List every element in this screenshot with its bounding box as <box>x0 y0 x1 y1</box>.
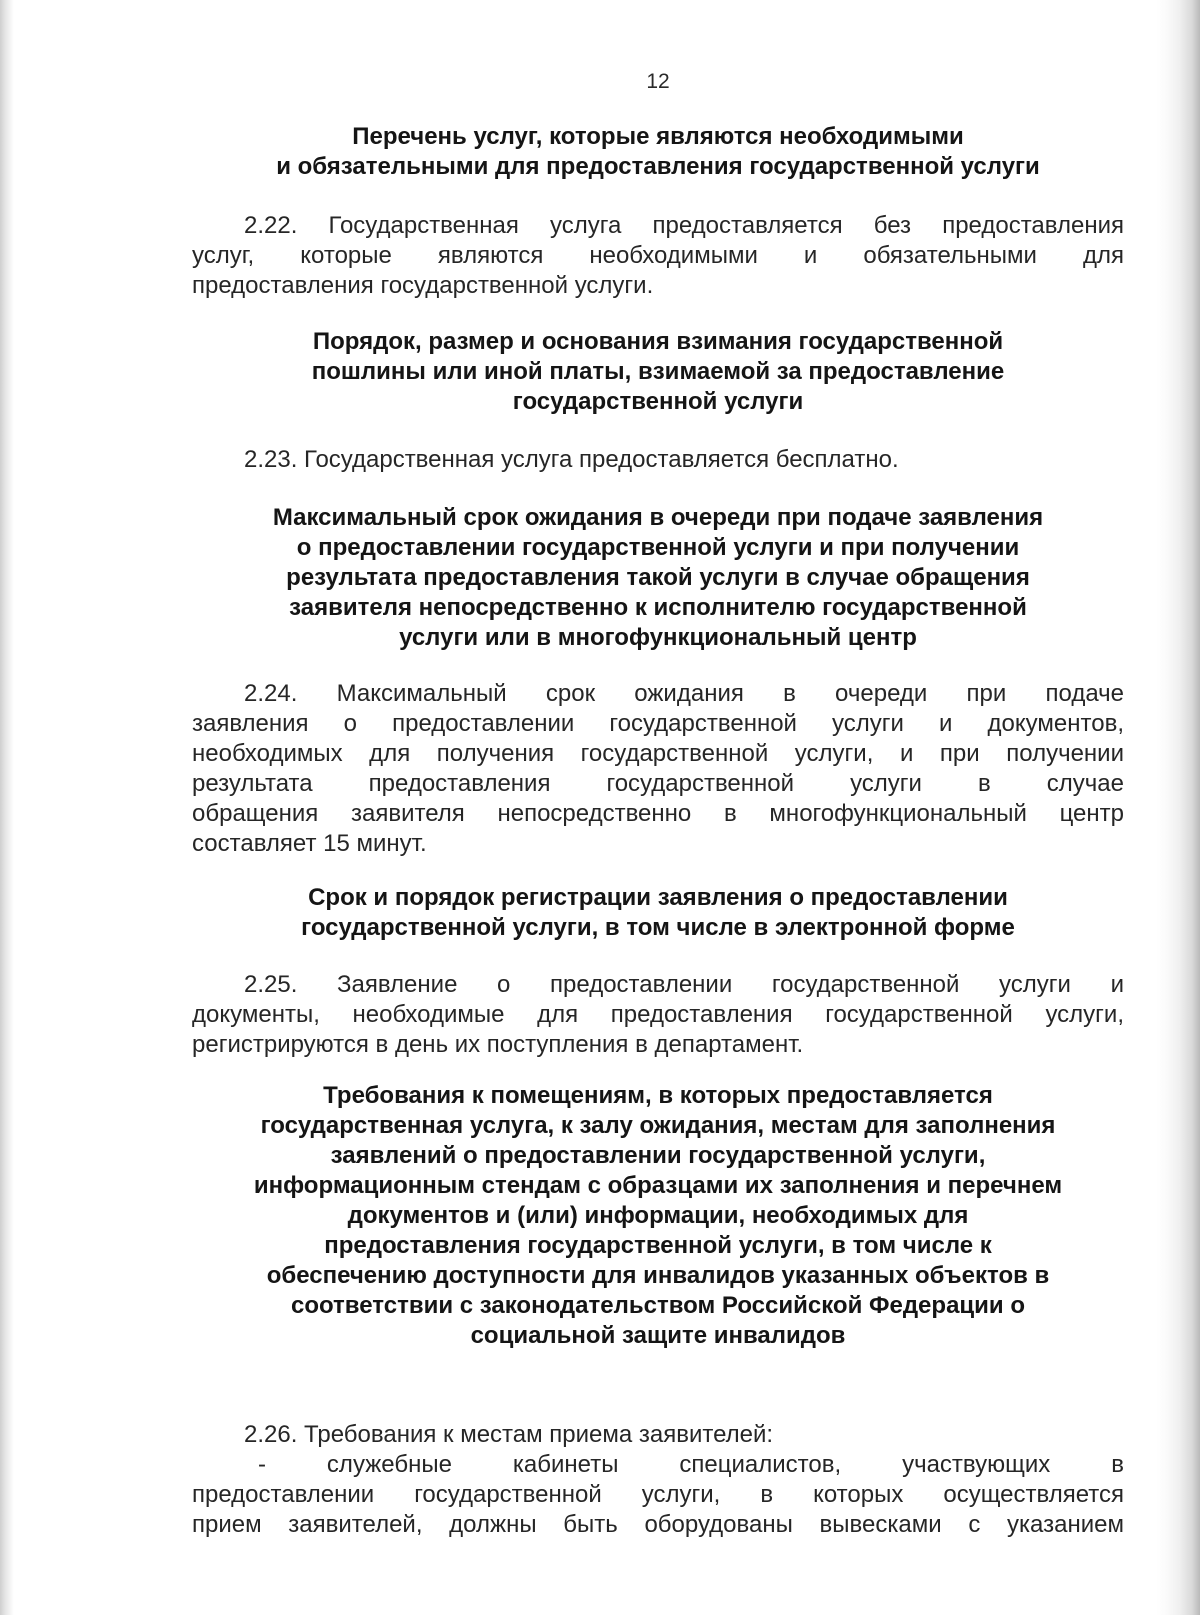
paragraph-2-26 <box>192 1420 1124 1540</box>
paragraph-line: предоставлении государственной услуги, в которых осуществляется <box>192 1481 1124 1508</box>
paragraph-line: 2.23. Государственная услуга предоставляется бесплатно. <box>244 446 899 473</box>
paragraph-line: предоставления государственной услуги. <box>192 272 654 299</box>
paragraph-line: 2.25. Заявление о предоставлении государственной услуги и <box>244 971 1124 998</box>
paragraph-line: 2.22. Государственная услуга предоставляется без предоставления <box>244 212 1124 239</box>
heading-line: государственной услуги, в том числе в электронной форме <box>301 914 1015 941</box>
heading-line: предоставления государственной услуги, в том числе к <box>324 1232 992 1259</box>
heading-line: соответствии с законодательством Российской Федерации о <box>290 1292 1025 1319</box>
paragraph-line: обращения заявителя непосредственно в многофункциональный центр <box>192 800 1124 827</box>
page-number: 12 <box>646 70 670 93</box>
heading-line: заявлений о предоставлении государственной услуги, <box>330 1142 986 1169</box>
scan-edge-right <box>1156 0 1200 1615</box>
paragraph-2-24 <box>192 679 1124 859</box>
heading-line: услуги или в многофункциональный центр <box>399 624 917 651</box>
heading-line: Требования к помещениям, в которых предоставляется <box>323 1082 993 1109</box>
paragraph-line: составляет 15 минут. <box>192 830 427 857</box>
heading-line: Перечень услуг, которые являются необходимыми <box>352 123 964 150</box>
paragraph-2-25 <box>192 970 1124 1060</box>
paragraph-line: прием заявителей, должны быть оборудованы вывесками с указанием <box>192 1511 1124 1538</box>
heading-line: о предоставлении государственной услуги и при получении <box>296 534 1020 561</box>
heading-line: информационным стендам с образцами их заполнения и перечнем <box>253 1172 1063 1199</box>
heading-line: государственной услуги <box>512 388 804 415</box>
heading-line: пошлины или иной платы, взимаемой за предоставление <box>311 358 1005 385</box>
heading-line: социальной защите инвалидов <box>470 1322 846 1349</box>
section-heading-waiting-time <box>192 503 1124 653</box>
section-heading-fee <box>192 327 1124 417</box>
heading-line: и обязательными для предоставления государственной услуги <box>276 153 1040 180</box>
scan-edge-left <box>0 0 14 1615</box>
heading-line: документов и (или) информации, необходимых для <box>347 1202 969 1229</box>
section-heading-services-list <box>192 122 1124 182</box>
paragraph-line: услуг, которые являются необходимыми и обязательными для <box>192 242 1124 269</box>
section-heading-premises <box>192 1081 1124 1351</box>
heading-line: обеспечению доступности для инвалидов указанных объектов в <box>266 1262 1050 1289</box>
paragraph-2-22 <box>192 211 1124 301</box>
heading-line: заявителя непосредственно к исполнителю государственной <box>289 594 1027 621</box>
paragraph-line: - служебные кабинеты специалистов, участвующих в <box>258 1451 1124 1478</box>
paragraph-line: 2.24. Максимальный срок ожидания в очереди при подаче <box>244 680 1124 707</box>
paragraph-line: регистрируются в день их поступления в департамент. <box>192 1031 804 1058</box>
paragraph-line: заявления о предоставлении государственной услуги и документов, <box>192 710 1124 737</box>
heading-line: государственная услуга, к залу ожидания, местам для заполнения <box>260 1112 1056 1139</box>
paragraph-line: необходимых для получения государственной услуги, и при получении <box>192 740 1124 767</box>
heading-line: Максимальный срок ожидания в очереди при подаче заявления <box>272 504 1044 531</box>
paragraph-2-23 <box>192 445 1124 475</box>
heading-line: Порядок, размер и основания взимания государственной <box>312 328 1004 355</box>
section-heading-registration <box>192 883 1124 943</box>
heading-line: результата предоставления такой услуги в случае обращения <box>286 564 1030 591</box>
heading-line: Срок и порядок регистрации заявления о предоставлении <box>308 884 1008 911</box>
paragraph-line: результата предоставления государственной услуги в случае <box>192 770 1124 797</box>
paragraph-line: 2.26. Требования к местам приема заявителей: <box>244 1421 774 1448</box>
paragraph-line: документы, необходимые для предоставления государственной услуги, <box>192 1001 1124 1028</box>
